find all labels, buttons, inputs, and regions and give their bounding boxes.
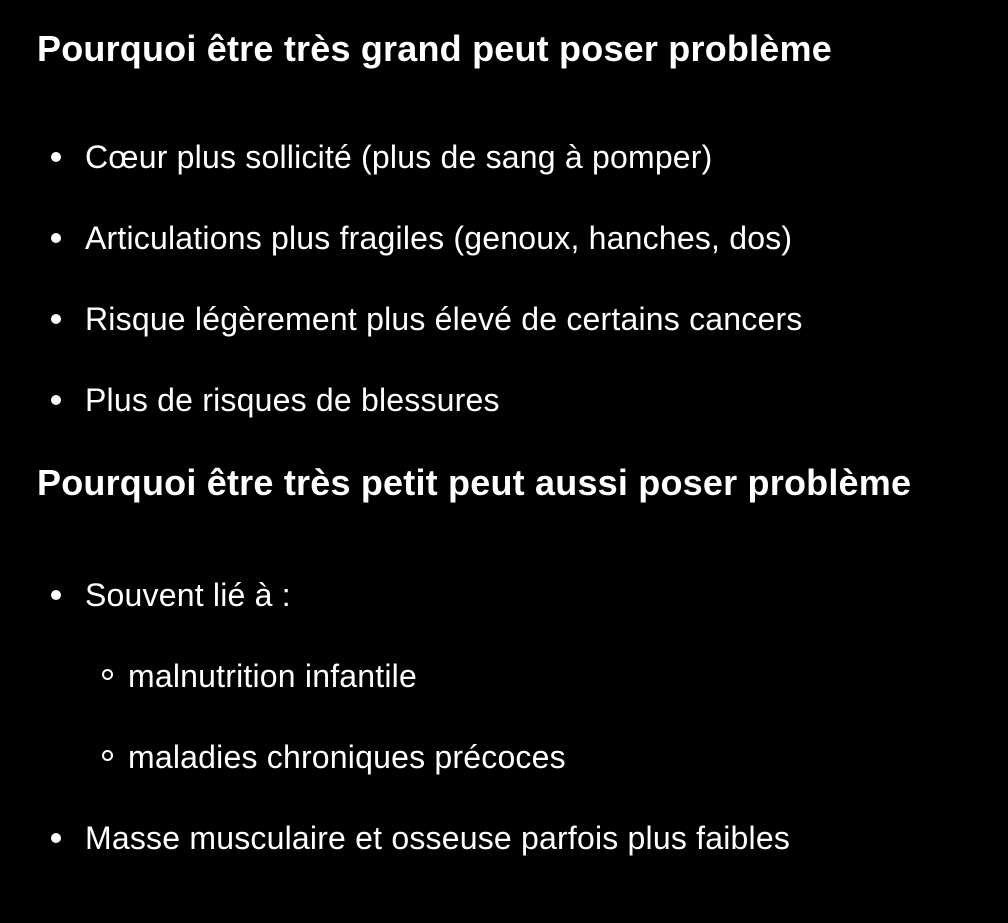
list-item-text: Cœur plus sollicité (plus de sang à pomper) [85,139,713,175]
sub-list-item [102,736,978,778]
list-item-text: maladies chroniques précoces [128,739,566,775]
section-heading-short: Pourquoi être très petit peut aussi poser problème [37,462,912,503]
list-item-text: Souvent lié à : [85,577,291,613]
list-item-text: Plus de risques de blessures [85,382,500,418]
circle-bullet-icon [102,669,113,680]
bullet-icon [51,833,61,843]
bullet-icon [51,152,61,162]
section-heading-tall: Pourquoi être très grand peut poser problème [37,28,832,69]
circle-bullet-icon [102,750,113,761]
bullet-icon [51,233,61,243]
list-item [51,298,978,340]
list-item-text: Risque légèrement plus élevé de certains cancers [85,301,803,337]
bullet-icon [51,314,61,324]
list-item [51,217,978,259]
list-item [51,379,978,421]
list-item-text: malnutrition infantile [128,658,417,694]
bullet-icon [51,395,61,405]
list-item-text: Articulations plus fragiles (genoux, hanches, dos) [85,220,793,256]
list-item [51,136,978,178]
list-item [51,817,978,859]
sub-list-item [102,655,978,697]
bullet-icon [51,590,61,600]
list-item-text: Masse musculaire et osseuse parfois plus faibles [85,820,791,856]
list-item [51,574,978,616]
